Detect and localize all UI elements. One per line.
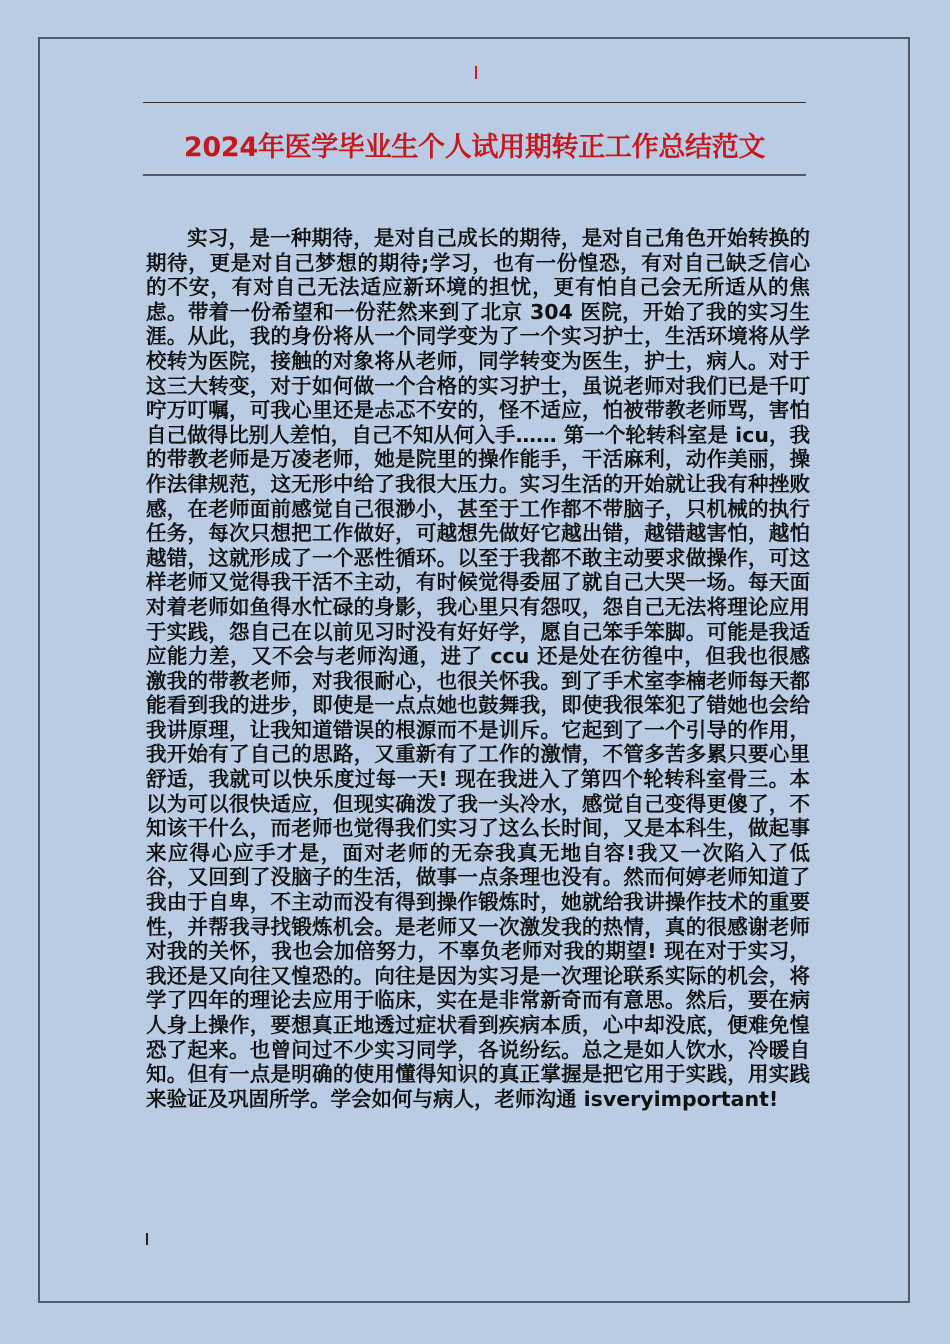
footer-cursor-mark xyxy=(146,1233,148,1245)
document-body: 实习，是一种期待，是对自己成长的期待，是对自己角色开始转换的期待，更是对自己梦想的期待;学习，也有一份惶恐，有对自己缺乏信心的不安，有对自己无法适应新环境的担忧，更有怕自己会无所适从的焦虑。带着一份希望和一份茫然来到了北京 304 医院，开始了我的实习生涯。从此，我的身份将从一个同学变为了一个实习护士，生活环境将从学校转为医院，接触的对象将从老师，同学转变为医生，护士，病人。对于这三大转变，对于如何做一个合格的实习护士，虽说老师对我们已是千叮咛万叮嘱，可我心里还是忐忑不安的，怪不适应，怕被带教老师骂，害怕自己做得比别人差怕，自己不知从何入手…… 第一个轮转科室是 icu，我的带教老师是万凌老师，她是院里的操作能手，干活麻利，动作美丽，操作法律规范，这无形中给了我很大压力。实习生活的开始就让我有种挫败感，在老师面前感觉自己很渺小，甚至于工作都不带脑子，只机械的执行任务，每次只想把工作做好，可越想先做好它越出错，越错越害怕，越怕越错，这就形成了一个恶性循环。以至于我都不敢主动要求做操作，可这样老师又觉得我干活不主动，有时候觉得委屈了就自己大哭一场。每天面对着老师如鱼得水忙碌的身影，我心里只有怨叹，怨自己无法将理论应用于实践，怨自己在以前见习时没有好好学，愿自己笨手笨脚。可能是我适应能力差，又不会与老师沟通，进了 ccu 还是处在彷徨中，但我也很感激我的带教老师，对我很耐心，也很关怀我。到了手术室李楠老师每天都能看到我的进步，即使是一点点她也鼓舞我，即使我很笨犯了错她也会给我讲原理，让我知道错误的根源而不是训斥。它起到了一个引导的作用，我开始有了自己的思路，又重新有了工作的激情，不管多苦多累只要心里舒适，我就可以快乐度过每一天! 现在我进入了第四个轮转科室骨三。本以为可以很快适应，但现实确泼了我一头冷水，感觉自己变得更傻了，不知该干什么，而老师也觉得我们实习了这么长时间，又是本科生，做起事来应得心应手才是，面对老师的无奈我真无地自容!我又一次陷入了低谷，又回到了没脑子的生活，做事一点条理也没有。然而何婷老师知道了我由于自卑，不主动而没有得到操作锻炼时，她就给我讲操作技术的重要性，并帮我寻找锻炼机会。是老师又一次激发我的热情，真的很感谢老师对我的关怀，我也会加倍努力，不辜负老师对我的期望! 现在对于实习，我还是又向往又惶恐的。向往是因为实习是一次理论联系实际的机会，将学了四年的理论去应用于临床，实在是非常新奇而有意思。然后，要在病人身上操作，要想真正地透过症状看到疾病本质，心中却没底，便难免惶恐了起来。也曾问过不少实习同学，各说纷纭。总之是如人饮水，冷暖自知。但有一点是明确的使用懂得知识的真正掌握是把它用于实践，用实践来验证及巩固所学。学会如何与病人，老师沟通 isveryimportant! xyxy=(146,226,810,1111)
document-title: 2024年医学毕业生个人试用期转正工作总结范文 xyxy=(183,132,766,163)
title-underline xyxy=(143,174,806,176)
header-rule xyxy=(143,102,806,103)
header-cursor-mark xyxy=(475,66,477,79)
